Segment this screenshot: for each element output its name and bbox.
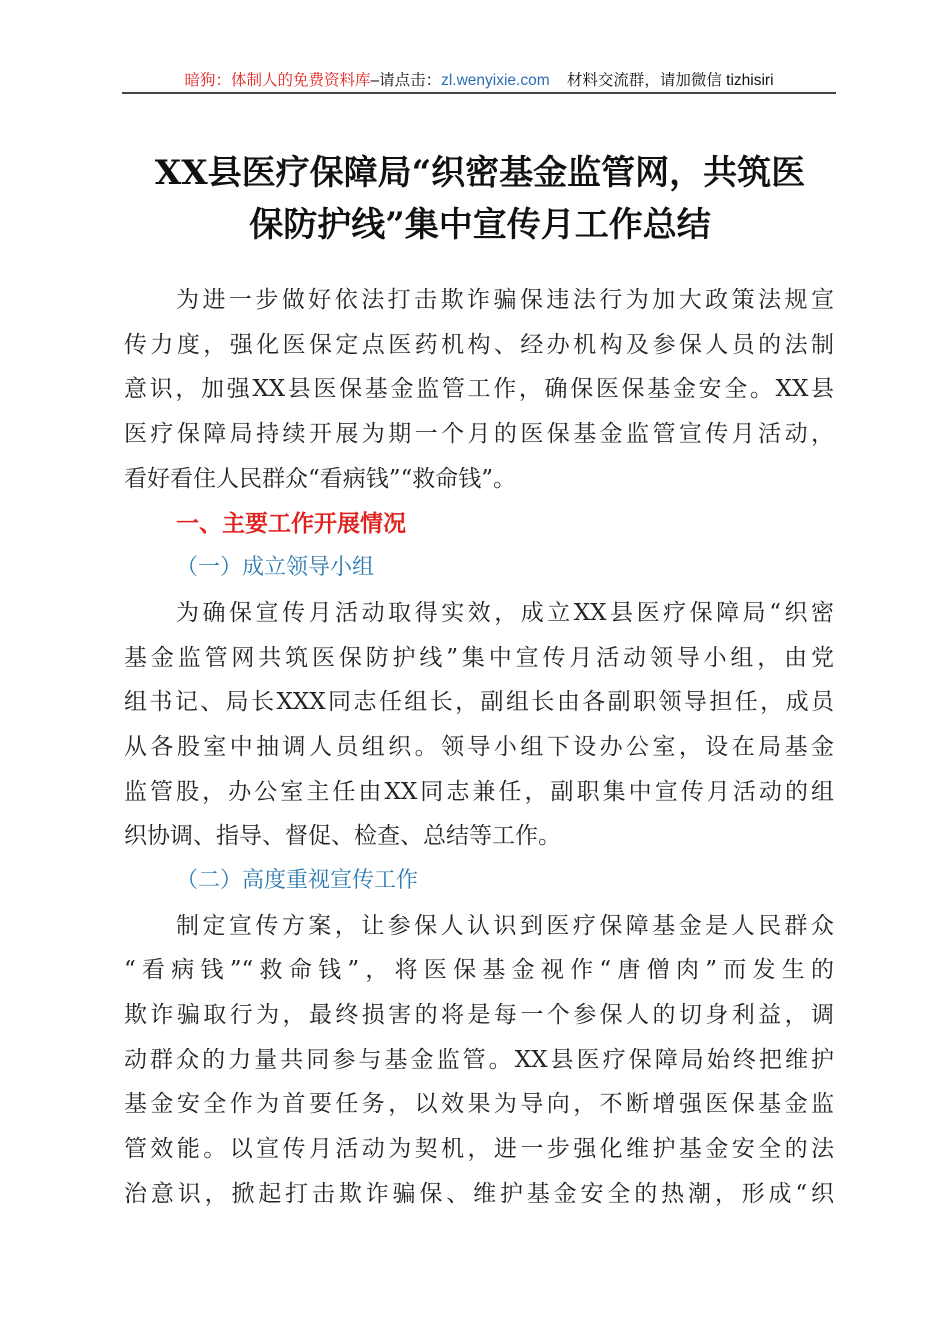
title-line: 保防护线”集中宣传月工作总结	[249, 205, 711, 245]
text-line: 为确保宣传月活动取得实效，成立XX县医疗保障局“织密	[176, 599, 834, 626]
header-source: 暗狗：体制人的免费资料库	[184, 72, 371, 89]
text-line: 管效能。以宣传月活动为契机，进一步强化维护基金安全的法	[124, 1136, 834, 1163]
header-rule	[122, 92, 836, 94]
text-line: 传力度，强化医保定点医药机构、经办机构及参保人员的法制	[124, 331, 834, 358]
document-title	[100, 147, 860, 251]
header-url-link[interactable]: zl.wenyixie.com	[441, 72, 550, 89]
text-line: 动群众的力量共同参与基金监管。XX县医疗保障局始终把维护	[124, 1046, 834, 1073]
section-heading: 一、主要工作开展情况	[176, 510, 406, 537]
text-line: 基金安全作为首要任务，以效果为导向，不断增强医保基金监	[124, 1091, 834, 1118]
text-line: 制定宣传方案，让参保人认识到医疗保障基金是人民群众	[176, 912, 834, 939]
page-header	[122, 68, 836, 92]
text-line: 意识，加强XX县医保基金监管工作，确保医保基金安全。XX县	[124, 376, 834, 403]
paragraph-intro	[124, 278, 834, 1216]
title-line: XX县医疗保障局“织密基金监管网，共筑医	[154, 153, 806, 193]
text-line: 组书记、局长XXX同志任组长，副组长由各副职领导担任，成员	[124, 689, 834, 716]
subsection-heading: （二）高度重视宣传工作	[176, 867, 419, 893]
text-line: 治意识，掀起打击欺诈骗保、维护基金安全的热潮，形成“织	[124, 1180, 834, 1207]
text-line: 监管股，办公室主任由XX同志兼任，副职集中宣传月活动的组	[124, 778, 834, 805]
text-line: “看病钱”“救命钱”，将医保基金视作“唐僧肉”而发生的	[124, 957, 834, 984]
text-line: 看好看住人民群众“看病钱”“救命钱”。	[124, 465, 517, 492]
header-click: –请点击：	[370, 72, 442, 89]
text-line: 为进一步做好依法打击欺诈骗保违法行为加大政策法规宣	[176, 287, 834, 313]
text-line: 织协调、指导、督促、检查、总结等工作。	[124, 823, 561, 850]
text-line: 基金监管网共筑医保防护线”集中宣传月活动领导小组，由党	[124, 644, 834, 671]
text-line: 从各股室中抽调人员组织。领导小组下设办公室，设在局基金	[124, 733, 834, 760]
text-line: 欺诈骗取行为，最终损害的将是每一个参保人的切身利益，调	[124, 1002, 834, 1028]
header-contact: 材料交流群，请加微信 tizhisiri	[566, 72, 774, 89]
text-line: 医疗保障局持续开展为期一个月的医保基金监管宣传月活动，	[124, 421, 834, 448]
subsection-heading: （一）成立领导小组	[176, 555, 375, 581]
